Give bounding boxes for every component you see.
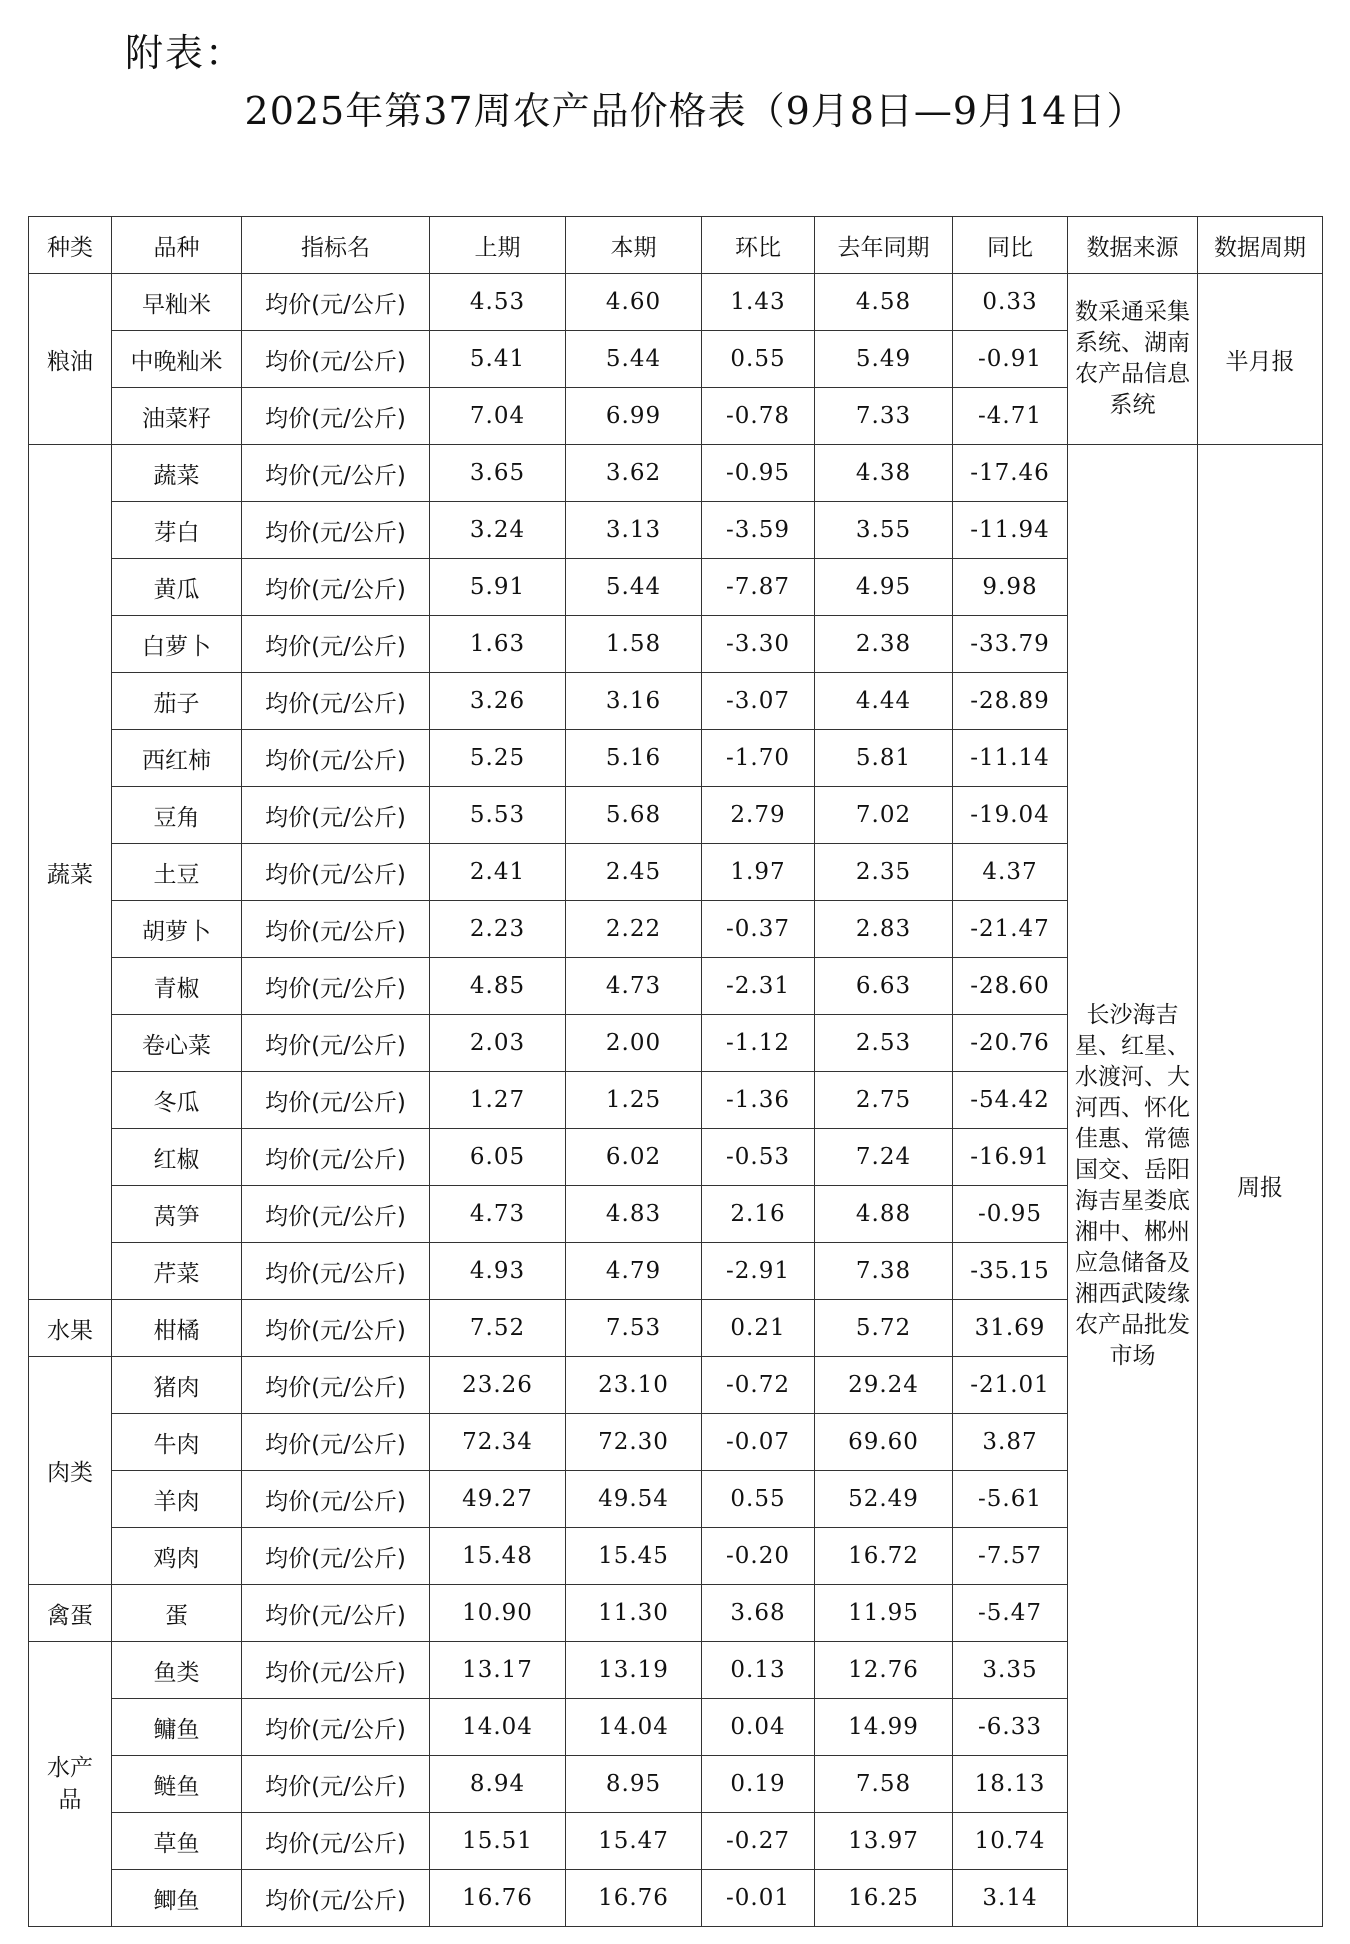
variety-cell: 黄瓜 (112, 559, 242, 616)
page-title: 2025年第37周农产品价格表（9月8日—9月14日） (244, 89, 1146, 133)
mom-cell: -0.01 (702, 1870, 815, 1927)
previous-cell: 13.17 (430, 1642, 566, 1699)
mom-cell: -3.30 (702, 616, 815, 673)
previous-cell: 49.27 (430, 1471, 566, 1528)
variety-cell: 油菜籽 (112, 388, 242, 445)
current-cell: 23.10 (566, 1357, 702, 1414)
header-row (29, 217, 1323, 274)
current-cell: 3.16 (566, 673, 702, 730)
previous-cell: 72.34 (430, 1414, 566, 1471)
previous-cell: 14.04 (430, 1699, 566, 1756)
variety-cell: 豆角 (112, 787, 242, 844)
previous-cell: 16.76 (430, 1870, 566, 1927)
last-year-cell: 2.53 (815, 1015, 953, 1072)
col-header-current: 本期 (566, 217, 702, 274)
previous-cell: 5.25 (430, 730, 566, 787)
variety-cell: 鲢鱼 (112, 1756, 242, 1813)
last-year-cell: 16.72 (815, 1528, 953, 1585)
yoy-cell: 9.98 (953, 559, 1068, 616)
current-cell: 2.45 (566, 844, 702, 901)
current-cell: 6.02 (566, 1129, 702, 1186)
mom-cell: -0.78 (702, 388, 815, 445)
yoy-cell: -5.47 (953, 1585, 1068, 1642)
variety-cell: 柑橘 (112, 1300, 242, 1357)
mom-cell: -0.27 (702, 1813, 815, 1870)
mom-cell: -3.07 (702, 673, 815, 730)
previous-cell: 15.51 (430, 1813, 566, 1870)
variety-cell: 鲫鱼 (112, 1870, 242, 1927)
current-cell: 7.53 (566, 1300, 702, 1357)
indicator-cell: 均价(元/公斤) (242, 1642, 430, 1699)
indicator-cell: 均价(元/公斤) (242, 1528, 430, 1585)
yoy-cell: -35.15 (953, 1243, 1068, 1300)
mom-cell: -0.07 (702, 1414, 815, 1471)
yoy-cell: -28.89 (953, 673, 1068, 730)
variety-cell: 莴笋 (112, 1186, 242, 1243)
variety-cell: 羊肉 (112, 1471, 242, 1528)
previous-cell: 4.73 (430, 1186, 566, 1243)
current-cell: 72.30 (566, 1414, 702, 1471)
col-header-mom: 环比 (702, 217, 815, 274)
table-row (29, 274, 1323, 331)
indicator-cell: 均价(元/公斤) (242, 1870, 430, 1927)
variety-cell: 草鱼 (112, 1813, 242, 1870)
col-header-last-year: 去年同期 (815, 217, 953, 274)
last-year-cell: 16.25 (815, 1870, 953, 1927)
last-year-cell: 4.38 (815, 445, 953, 502)
yoy-cell: -16.91 (953, 1129, 1068, 1186)
previous-cell: 5.91 (430, 559, 566, 616)
last-year-cell: 2.35 (815, 844, 953, 901)
variety-cell: 土豆 (112, 844, 242, 901)
mom-cell: 0.13 (702, 1642, 815, 1699)
indicator-cell: 均价(元/公斤) (242, 958, 430, 1015)
last-year-cell: 4.58 (815, 274, 953, 331)
col-header-period: 数据周期 (1198, 217, 1323, 274)
variety-cell: 芽白 (112, 502, 242, 559)
last-year-cell: 52.49 (815, 1471, 953, 1528)
period-cell: 半月报 (1198, 274, 1323, 445)
previous-cell: 23.26 (430, 1357, 566, 1414)
category-cell: 粮油 (29, 274, 112, 445)
variety-cell: 鱼类 (112, 1642, 242, 1699)
last-year-cell: 11.95 (815, 1585, 953, 1642)
current-cell: 5.16 (566, 730, 702, 787)
indicator-cell: 均价(元/公斤) (242, 1699, 430, 1756)
variety-cell: 胡萝卜 (112, 901, 242, 958)
last-year-cell: 2.75 (815, 1072, 953, 1129)
yoy-cell: 3.87 (953, 1414, 1068, 1471)
previous-cell: 3.65 (430, 445, 566, 502)
category-cell: 蔬菜 (29, 445, 112, 1300)
yoy-cell: 10.74 (953, 1813, 1068, 1870)
variety-cell: 鳙鱼 (112, 1699, 242, 1756)
current-cell: 14.04 (566, 1699, 702, 1756)
variety-cell: 茄子 (112, 673, 242, 730)
category-cell: 禽蛋 (29, 1585, 112, 1642)
indicator-cell: 均价(元/公斤) (242, 1015, 430, 1072)
yoy-cell: -11.14 (953, 730, 1068, 787)
mom-cell: 0.04 (702, 1699, 815, 1756)
mom-cell: 0.55 (702, 1471, 815, 1528)
current-cell: 4.60 (566, 274, 702, 331)
last-year-cell: 29.24 (815, 1357, 953, 1414)
price-table (28, 216, 1323, 1927)
variety-cell: 早籼米 (112, 274, 242, 331)
mom-cell: 2.79 (702, 787, 815, 844)
current-cell: 5.44 (566, 559, 702, 616)
indicator-cell: 均价(元/公斤) (242, 1585, 430, 1642)
current-cell: 1.25 (566, 1072, 702, 1129)
yoy-cell: 3.14 (953, 1870, 1068, 1927)
last-year-cell: 5.81 (815, 730, 953, 787)
previous-cell: 5.41 (430, 331, 566, 388)
variety-cell: 猪肉 (112, 1357, 242, 1414)
current-cell: 16.76 (566, 1870, 702, 1927)
last-year-cell: 2.38 (815, 616, 953, 673)
current-cell: 3.62 (566, 445, 702, 502)
indicator-cell: 均价(元/公斤) (242, 1072, 430, 1129)
last-year-cell: 7.02 (815, 787, 953, 844)
mom-cell: 0.19 (702, 1756, 815, 1813)
previous-cell: 7.04 (430, 388, 566, 445)
yoy-cell: 3.35 (953, 1642, 1068, 1699)
yoy-cell: -4.71 (953, 388, 1068, 445)
mom-cell: -1.36 (702, 1072, 815, 1129)
last-year-cell: 4.88 (815, 1186, 953, 1243)
mom-cell: 0.55 (702, 331, 815, 388)
col-header-indicator: 指标名 (242, 217, 430, 274)
current-cell: 3.13 (566, 502, 702, 559)
indicator-cell: 均价(元/公斤) (242, 730, 430, 787)
mom-cell: -0.20 (702, 1528, 815, 1585)
last-year-cell: 7.33 (815, 388, 953, 445)
category-cell: 水产品 (29, 1642, 112, 1927)
variety-cell: 鸡肉 (112, 1528, 242, 1585)
yoy-cell: -0.95 (953, 1186, 1068, 1243)
current-cell: 11.30 (566, 1585, 702, 1642)
previous-cell: 6.05 (430, 1129, 566, 1186)
variety-cell: 白萝卜 (112, 616, 242, 673)
yoy-cell: -11.94 (953, 502, 1068, 559)
current-cell: 5.44 (566, 331, 702, 388)
indicator-cell: 均价(元/公斤) (242, 1813, 430, 1870)
mom-cell: -3.59 (702, 502, 815, 559)
category-cell: 肉类 (29, 1357, 112, 1585)
yoy-cell: 0.33 (953, 274, 1068, 331)
last-year-cell: 4.95 (815, 559, 953, 616)
yoy-cell: -21.47 (953, 901, 1068, 958)
current-cell: 4.73 (566, 958, 702, 1015)
previous-cell: 2.41 (430, 844, 566, 901)
source-cell: 数采通采集系统、湖南农产品信息系统 (1068, 274, 1198, 445)
current-cell: 2.00 (566, 1015, 702, 1072)
current-cell: 4.79 (566, 1243, 702, 1300)
yoy-cell: -5.61 (953, 1471, 1068, 1528)
col-header-yoy: 同比 (953, 217, 1068, 274)
indicator-cell: 均价(元/公斤) (242, 1243, 430, 1300)
indicator-cell: 均价(元/公斤) (242, 1186, 430, 1243)
yoy-cell: -21.01 (953, 1357, 1068, 1414)
col-header-category: 种类 (29, 217, 112, 274)
current-cell: 4.83 (566, 1186, 702, 1243)
indicator-cell: 均价(元/公斤) (242, 1129, 430, 1186)
current-cell: 15.47 (566, 1813, 702, 1870)
mom-cell: 0.21 (702, 1300, 815, 1357)
last-year-cell: 3.55 (815, 502, 953, 559)
mom-cell: -0.95 (702, 445, 815, 502)
indicator-cell: 均价(元/公斤) (242, 559, 430, 616)
yoy-cell: -33.79 (953, 616, 1068, 673)
current-cell: 6.99 (566, 388, 702, 445)
variety-cell: 蛋 (112, 1585, 242, 1642)
variety-cell: 蔬菜 (112, 445, 242, 502)
current-cell: 2.22 (566, 901, 702, 958)
variety-cell: 青椒 (112, 958, 242, 1015)
variety-cell: 芹菜 (112, 1243, 242, 1300)
current-cell: 1.58 (566, 616, 702, 673)
previous-cell: 1.27 (430, 1072, 566, 1129)
yoy-cell: 18.13 (953, 1756, 1068, 1813)
current-cell: 13.19 (566, 1642, 702, 1699)
indicator-cell: 均价(元/公斤) (242, 388, 430, 445)
previous-cell: 4.85 (430, 958, 566, 1015)
last-year-cell: 4.44 (815, 673, 953, 730)
category-cell: 水果 (29, 1300, 112, 1357)
indicator-cell: 均价(元/公斤) (242, 1471, 430, 1528)
previous-cell: 1.63 (430, 616, 566, 673)
last-year-cell: 5.72 (815, 1300, 953, 1357)
yoy-cell: 31.69 (953, 1300, 1068, 1357)
variety-cell: 西红柿 (112, 730, 242, 787)
variety-cell: 牛肉 (112, 1414, 242, 1471)
current-cell: 8.95 (566, 1756, 702, 1813)
indicator-cell: 均价(元/公斤) (242, 331, 430, 388)
yoy-cell: -28.60 (953, 958, 1068, 1015)
mom-cell: -1.70 (702, 730, 815, 787)
variety-cell: 冬瓜 (112, 1072, 242, 1129)
indicator-cell: 均价(元/公斤) (242, 901, 430, 958)
mom-cell: -0.53 (702, 1129, 815, 1186)
period-cell: 周报 (1198, 445, 1323, 1927)
variety-cell: 卷心菜 (112, 1015, 242, 1072)
yoy-cell: -6.33 (953, 1699, 1068, 1756)
variety-cell: 中晚籼米 (112, 331, 242, 388)
previous-cell: 8.94 (430, 1756, 566, 1813)
indicator-cell: 均价(元/公斤) (242, 274, 430, 331)
last-year-cell: 7.58 (815, 1756, 953, 1813)
current-cell: 5.68 (566, 787, 702, 844)
indicator-cell: 均价(元/公斤) (242, 1756, 430, 1813)
mom-cell: -7.87 (702, 559, 815, 616)
last-year-cell: 6.63 (815, 958, 953, 1015)
previous-cell: 3.24 (430, 502, 566, 559)
previous-cell: 5.53 (430, 787, 566, 844)
mom-cell: -2.91 (702, 1243, 815, 1300)
last-year-cell: 12.76 (815, 1642, 953, 1699)
indicator-cell: 均价(元/公斤) (242, 844, 430, 901)
current-cell: 15.45 (566, 1528, 702, 1585)
variety-cell: 红椒 (112, 1129, 242, 1186)
col-header-previous: 上期 (430, 217, 566, 274)
yoy-cell: -0.91 (953, 331, 1068, 388)
previous-cell: 7.52 (430, 1300, 566, 1357)
previous-cell: 4.53 (430, 274, 566, 331)
table-row (29, 445, 1323, 502)
current-cell: 49.54 (566, 1471, 702, 1528)
indicator-cell: 均价(元/公斤) (242, 1357, 430, 1414)
last-year-cell: 5.49 (815, 331, 953, 388)
indicator-cell: 均价(元/公斤) (242, 616, 430, 673)
mom-cell: 1.97 (702, 844, 815, 901)
last-year-cell: 2.83 (815, 901, 953, 958)
yoy-cell: -17.46 (953, 445, 1068, 502)
col-header-variety: 品种 (112, 217, 242, 274)
mom-cell: -0.37 (702, 901, 815, 958)
last-year-cell: 7.24 (815, 1129, 953, 1186)
indicator-cell: 均价(元/公斤) (242, 502, 430, 559)
indicator-cell: 均价(元/公斤) (242, 1414, 430, 1471)
col-header-source: 数据来源 (1068, 217, 1198, 274)
yoy-cell: -54.42 (953, 1072, 1068, 1129)
header-label: 附表： (125, 31, 246, 75)
previous-cell: 2.03 (430, 1015, 566, 1072)
last-year-cell: 69.60 (815, 1414, 953, 1471)
previous-cell: 4.93 (430, 1243, 566, 1300)
mom-cell: -2.31 (702, 958, 815, 1015)
previous-cell: 2.23 (430, 901, 566, 958)
indicator-cell: 均价(元/公斤) (242, 787, 430, 844)
yoy-cell: -7.57 (953, 1528, 1068, 1585)
yoy-cell: -20.76 (953, 1015, 1068, 1072)
previous-cell: 15.48 (430, 1528, 566, 1585)
mom-cell: -0.72 (702, 1357, 815, 1414)
indicator-cell: 均价(元/公斤) (242, 445, 430, 502)
last-year-cell: 14.99 (815, 1699, 953, 1756)
mom-cell: 3.68 (702, 1585, 815, 1642)
yoy-cell: -19.04 (953, 787, 1068, 844)
indicator-cell: 均价(元/公斤) (242, 673, 430, 730)
source-cell: 长沙海吉星、红星、水渡河、大河西、怀化佳惠、常德国交、岳阳海吉星娄底湘中、郴州应急储备及湘西武陵缘农产品批发市场 (1068, 445, 1198, 1927)
last-year-cell: 13.97 (815, 1813, 953, 1870)
mom-cell: 2.16 (702, 1186, 815, 1243)
mom-cell: -1.12 (702, 1015, 815, 1072)
indicator-cell: 均价(元/公斤) (242, 1300, 430, 1357)
last-year-cell: 7.38 (815, 1243, 953, 1300)
previous-cell: 10.90 (430, 1585, 566, 1642)
yoy-cell: 4.37 (953, 844, 1068, 901)
previous-cell: 3.26 (430, 673, 566, 730)
mom-cell: 1.43 (702, 274, 815, 331)
